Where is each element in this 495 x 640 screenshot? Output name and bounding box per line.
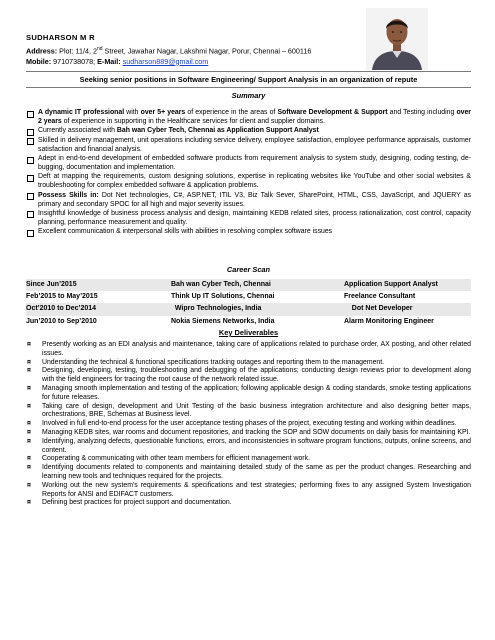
deliverable-text: Cooperating & communicating with other team members for efficient management work. (42, 455, 310, 463)
summary-item (26, 127, 471, 136)
summary-item-text: Currently associated with (38, 127, 117, 135)
deliverable-item (26, 341, 471, 359)
summary-item (26, 109, 471, 127)
summary-item-text: Deft at mapping the requirements, custom designing solutions, expertise in replicating websites like YouTube and other social websites & troubleshooting for complex embedded software & application problems. (38, 173, 471, 190)
summary-item-text: Possess Skills in: (38, 191, 99, 199)
mobile-email-line (26, 57, 366, 68)
deliverable-text: Identifying, analyzing defects, questionable functions, errors, and inconsistencies in software program functions, outputs, online screens, and content. (42, 437, 471, 454)
contact-header (26, 33, 366, 67)
deliverable-text: Working out the new system's requirements & specifications and test strategies; performing fixes to any assigned System Investigation Reports for ANSI and EDIFACT customers. (42, 481, 471, 498)
summary-item-text: Adept in end-to-end development of embedded software products from requirement analysis to system study, designing, coding testing, de-bugging, documentation and implementation. (38, 155, 471, 171)
career-row (26, 316, 471, 328)
career-company: Wipro Technologies, India (171, 305, 262, 313)
deliverable-item (26, 359, 471, 368)
profile-photo (366, 8, 428, 70)
checkbox-bullet-icon (27, 193, 34, 200)
deliverable-item (26, 482, 471, 500)
summary-item (26, 192, 471, 210)
checkbox-bullet-icon (27, 211, 34, 218)
deliverable-text: Defining best practices for project support and documentation. (42, 499, 232, 507)
career-role: Alarm Monitoring Engineer (344, 317, 434, 325)
address-post: Street, Jawahar Nagar, Lakshmi Nagar, Porur, Chennai – 600116 (102, 45, 312, 55)
career-period: Feb’2015 to May’2015 (26, 293, 98, 301)
deliverable-text: Managing KEDB sites, war rooms and document repositories, and tracking the SOP and SOW documents on daily basis for maintaining KPI. (42, 428, 471, 436)
deliverable-text: Identifying documents related to components and maintaining detailed study of the same as per the product changes. Researching and learning new tools and techniques required for the projects. (42, 464, 471, 480)
summary-item (26, 228, 471, 237)
summary-item (26, 155, 471, 173)
career-company: Think Up IT Solutions, Chennai (171, 293, 275, 301)
summary-title: Summary (231, 91, 266, 100)
summary-item-text: Software Development & Support (277, 109, 388, 116)
address-line (26, 44, 366, 57)
career-row (26, 279, 471, 291)
summary-list (26, 109, 471, 238)
currency-bullet-icon: ¤ (27, 420, 31, 428)
deliverable-text: Designing, developing, testing, troubleshooting and debugging of the applications; conducting design reviews prior to development along with the field engineers for tracing the root cause of the network related issue. (42, 367, 471, 384)
summary-item-text: of experience in supporting in the Healthcare services for client and supplier domains. (61, 117, 325, 125)
summary-item-text: Excellent communication & interpersonal skills with abilities in resolving complex software issues (38, 228, 333, 236)
summary-item-text: with (124, 109, 141, 116)
deliverable-text: Presently working as an EDI analysis and maintenance, taking care of applications related to purchase order, AX posting, and other related issues. (42, 341, 471, 357)
objective-statement: Seeking senior positions in Software Engineering/ Support Analysis in an organization of repute (79, 75, 418, 84)
deliverables-list (26, 341, 471, 508)
career-company: Nokia Siemens Networks, India (171, 317, 275, 325)
summary-item (26, 137, 471, 155)
career-role: Application Support Analyst (344, 281, 438, 288)
summary-item (26, 173, 471, 191)
career-role: Freelance Consultant (344, 293, 416, 301)
objective-divider (26, 87, 471, 88)
summary-item-text: over 2 years (38, 109, 471, 125)
mobile-value: 9710738078; (51, 56, 98, 66)
deliverable-item (26, 367, 471, 385)
summary-item-text: Bah wan Cyber Tech, Chennai as Application Support Analyst (116, 127, 319, 135)
summary-item-text: A dynamic IT professional (38, 109, 125, 116)
summary-item (26, 210, 471, 228)
career-scan-table (26, 279, 471, 328)
currency-bullet-icon: ¤ (27, 455, 31, 463)
address-sup: nd (96, 45, 103, 52)
email-label: E-Mail: (97, 56, 121, 66)
deliverable-text: Involved in full end-to-end process for the user acceptance testing phases of the project, executing testing and working within deadlines. (42, 420, 457, 428)
career-role: Dot Net Developer (344, 305, 413, 313)
career-row (26, 291, 471, 303)
career-period: Oct’2010 to Dec’2014 (26, 305, 97, 313)
summary-item-text: Insightful knowledge of business process analysis and design, maintaining KEDB related sites, process rationalization, cost control, capacity planning, performance measurement and quality. (38, 209, 471, 226)
summary-item-text: over 5+ years (140, 109, 186, 116)
address-pre: Plot: 11/4, 2 (57, 45, 97, 55)
career-company: Bah wan Cyber Tech, Chennai (171, 281, 271, 288)
summary-item-text: and Testing including (387, 109, 457, 116)
checkbox-bullet-icon (27, 175, 34, 182)
career-period: Since Jun’2015 (26, 281, 77, 288)
currency-bullet-icon: ¤ (27, 464, 31, 472)
career-period: Jun’2010 to Sep’2010 (26, 317, 97, 325)
deliverable-text: Understanding the technical & functional specifications tracking outages and reporting them to the management. (42, 358, 385, 366)
career-scan-title: Career Scan (226, 265, 271, 274)
checkbox-bullet-icon (27, 157, 34, 164)
key-deliverables-title: Key Deliverables (218, 328, 279, 337)
deliverable-item (26, 438, 471, 456)
checkbox-bullet-icon (27, 129, 34, 136)
currency-bullet-icon: ¤ (27, 341, 31, 348)
checkbox-bullet-icon (27, 138, 34, 145)
summary-item-text: Dot Net technologies, C#, ASP.NET, ITIL V3, Biz Talk Sever, SharePoint, HTML, CSS, JavaScript, and JQUERY as primary and secondary SPOC for all high and major severity issues. (38, 191, 471, 208)
deliverable-item (26, 403, 471, 421)
deliverable-item (26, 464, 471, 482)
deliverable-item (26, 385, 471, 403)
currency-bullet-icon: ¤ (27, 367, 31, 375)
checkbox-bullet-icon (27, 111, 34, 118)
currency-bullet-icon: ¤ (27, 402, 31, 410)
deliverable-text: Managing smooth implementation and testing of the application; following applicable design & coding standards, smoke testing applications for future releases. (42, 384, 471, 401)
header-divider (26, 71, 471, 72)
email-link[interactable]: sudharson889@gmail.com (122, 56, 209, 66)
checkbox-bullet-icon (27, 230, 34, 237)
summary-item-text: Skilled in delivery management, unit operations including service delivery, employee satisfaction, employee performance appraisals, customer satisfaction and financial analysis. (38, 136, 471, 153)
deliverable-item (26, 499, 471, 508)
candidate-name: SUDHARSON M R (26, 33, 95, 42)
currency-bullet-icon: ¤ (27, 384, 31, 392)
mobile-label: Mobile: (26, 56, 52, 66)
currency-bullet-icon: ¤ (27, 481, 31, 489)
deliverable-item (26, 429, 471, 438)
currency-bullet-icon: ¤ (27, 358, 31, 366)
currency-bullet-icon: ¤ (27, 428, 31, 436)
address-label: Address: (26, 45, 58, 55)
deliverable-item (26, 455, 471, 464)
profile-photo-icon (366, 8, 428, 70)
currency-bullet-icon: ¤ (27, 499, 31, 507)
currency-bullet-icon: ¤ (27, 437, 31, 445)
career-row (26, 303, 471, 315)
deliverable-item (26, 420, 471, 429)
summary-item-text: of experience in the areas of (185, 109, 278, 116)
deliverable-text: Taking care of design, development and Unit Testing of the basic business integration architecture and also designing better maps, orchestrations, BRE, Schemas at Business level. (42, 402, 471, 419)
